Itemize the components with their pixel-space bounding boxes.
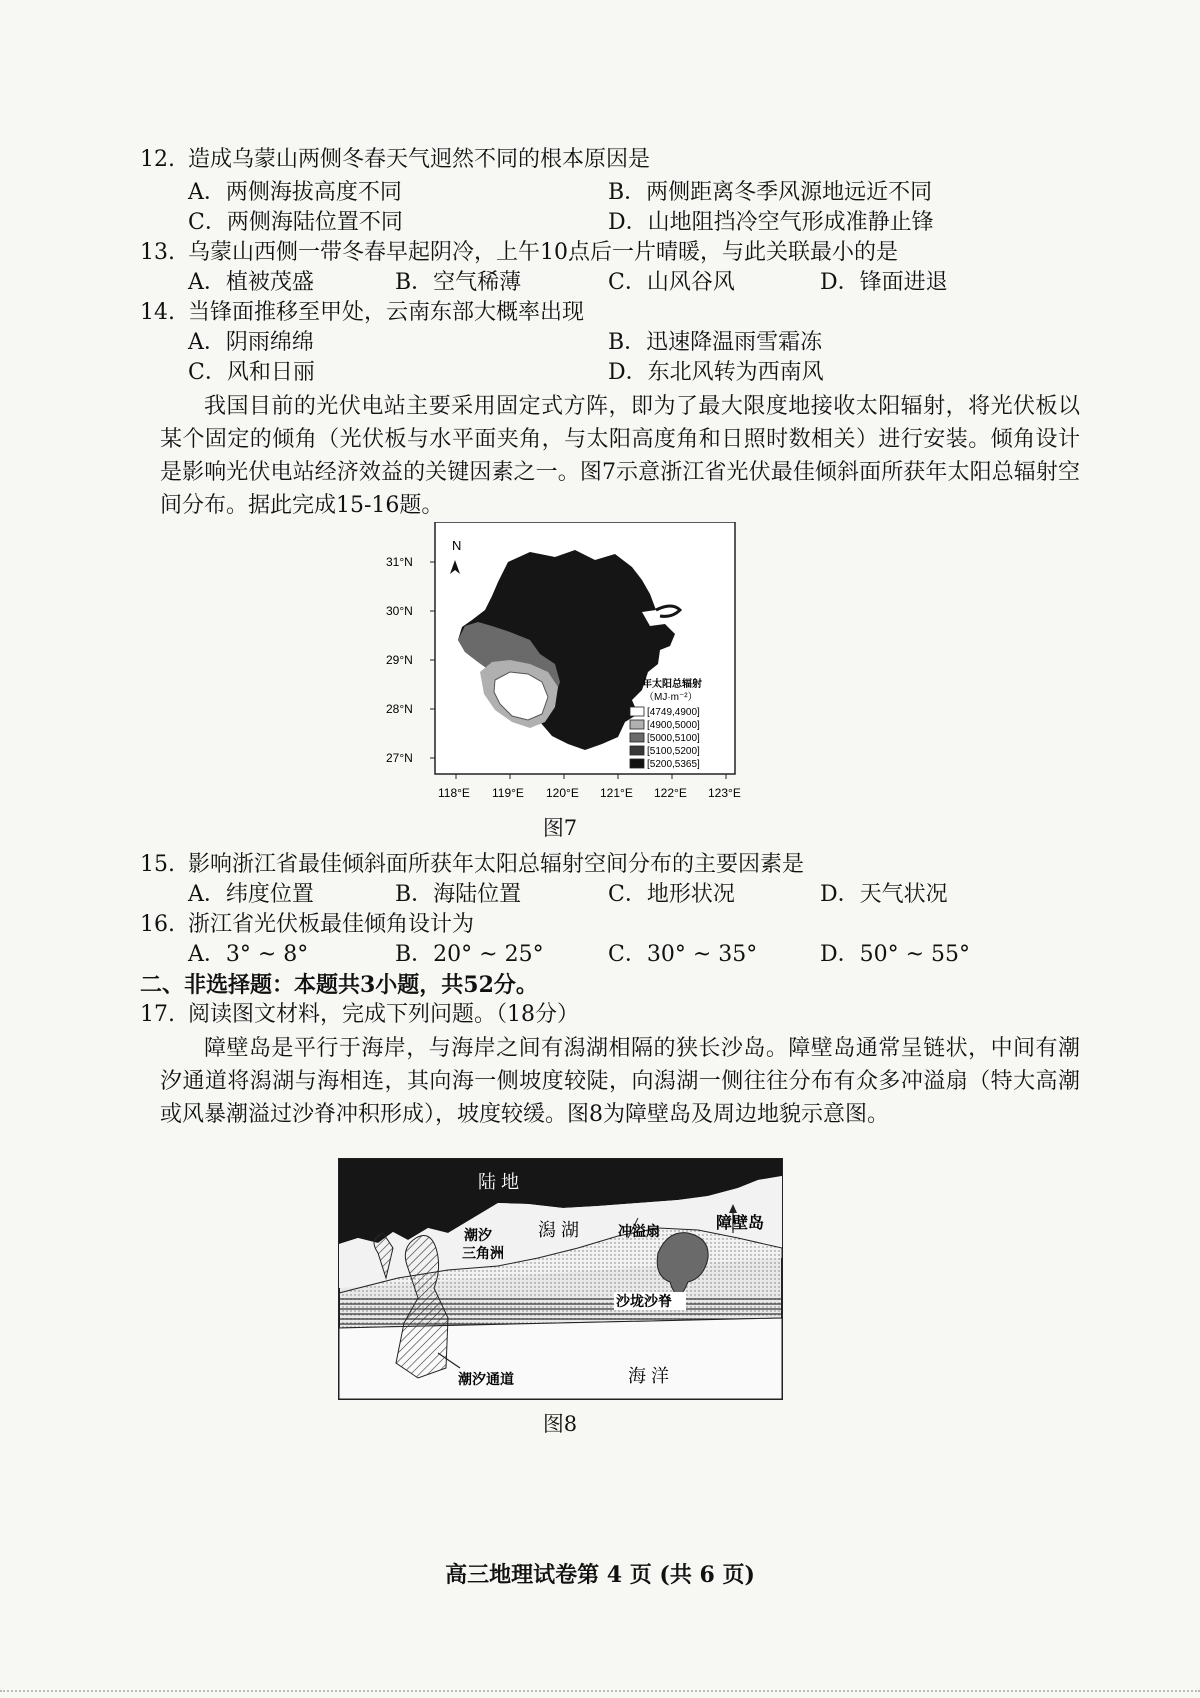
legend-label: [5200,5365] (647, 759, 700, 770)
section-heading: 二、非选择题：本题共3小题，共52分。 (140, 972, 538, 998)
option-d: D．天气状况 (820, 882, 948, 907)
option-c: C．30° ~ 35° (608, 942, 758, 967)
question-number: 14. (140, 300, 175, 325)
page-footer: 高三地理试卷第 4 页 (共 6 页) (445, 1562, 755, 1588)
legend-swatch (630, 733, 644, 742)
option-d: D．50° ~ 55° (820, 942, 971, 967)
option-c: C．风和日丽 (188, 360, 315, 385)
option-c: C．两侧海陆位置不同 (188, 210, 403, 235)
lon-label: 122°E (654, 786, 687, 800)
question-17 (140, 1000, 579, 1030)
tidal-channel-label: 潮汐通道 (458, 1371, 514, 1387)
option-b: B．空气稀薄 (395, 270, 522, 295)
option-a: A．两侧海拔高度不同 (188, 180, 402, 205)
barrier-island-label: 障壁岛 (716, 1215, 765, 1232)
option-c: C．山风谷风 (608, 270, 735, 295)
question-16 (140, 910, 474, 940)
question-number: 13. (140, 240, 175, 265)
question-stem: 浙江省光伏板最佳倾角设计为 (188, 912, 475, 937)
legend-label: [4749,4900] (647, 707, 700, 718)
tidal-delta-label: 三角洲 (462, 1245, 504, 1261)
question-number: 12. (140, 147, 175, 172)
option-a: A．植被茂盛 (188, 270, 314, 295)
legend-title: 年太阳总辐射 (642, 679, 702, 690)
lat-label: 28°N (386, 702, 413, 716)
lon-label: 121°E (600, 786, 633, 800)
legend-label: [5100,5200] (647, 746, 700, 757)
lagoon-label: 潟 湖 (538, 1220, 580, 1240)
lon-label: 120°E (546, 786, 579, 800)
question-number: 15. (140, 852, 175, 877)
sandbar-label: 沙垅沙脊 (616, 1293, 672, 1309)
option-b: B．两侧距离冬季风源地远近不同 (608, 180, 933, 205)
passage-text: 障壁岛是平行于海岸，与海岸之间有潟湖相隔的狭长沙岛。障壁岛通常呈链状，中间有潮汐通道将潟湖与海相连，其向海一侧坡度较陡，向潟湖一侧往往分布有众多冲溢扇（特大高潮或风暴潮溢过沙脊冲积形成），坡度较缓。图8为障壁岛及周边地貌示意图。 (160, 1036, 1080, 1127)
scan-edge (0, 1690, 1200, 1694)
question-stem: 造成乌蒙山两侧冬春天气迥然不同的根本原因是 (188, 147, 651, 172)
passage-text: 我国目前的光伏电站主要采用固定式方阵，即为了最大限度地接收太阳辐射，将光伏板以某个固定的倾角（光伏板与水平面夹角，与太阳高度角和日照时数相关）进行安装。倾角设计是影响光伏电站经济效益的关键因素之一。图7示意浙江省光伏最佳倾斜面所获年太阳总辐射空间分布。据此完成15-16题。 (160, 394, 1080, 518)
legend-swatch (630, 707, 644, 716)
legend-swatch (630, 746, 644, 755)
tidal-delta-label: 潮汐 (464, 1227, 492, 1243)
option-b: B．20° ~ 25° (395, 942, 544, 967)
land-label: 陆 地 (478, 1172, 520, 1192)
figure-8-caption: 图8 (542, 1412, 578, 1436)
option-d: D．东北风转为西南风 (608, 360, 824, 385)
question-number: 16. (140, 912, 175, 937)
question-number: 17. (140, 1002, 175, 1027)
washover-fan-label: 冲溢扇 (618, 1223, 660, 1239)
option-c: C．地形状况 (608, 882, 735, 907)
option-a: A．3° ~ 8° (188, 942, 309, 967)
lon-label: 119°E (492, 786, 524, 800)
option-b: B．海陆位置 (395, 882, 522, 907)
lat-label: 29°N (386, 653, 413, 667)
lat-label: 30°N (386, 604, 413, 618)
question-stem: 当锋面推移至甲处，云南东部大概率出现 (188, 300, 585, 325)
legend-swatch (630, 720, 644, 729)
question-stem: 阅读图文材料，完成下列问题。（18分） (188, 1002, 579, 1027)
figure-7-caption: 图7 (542, 816, 578, 840)
lon-label: 118°E (438, 786, 470, 800)
question-13 (140, 238, 898, 268)
lat-label: 27°N (386, 751, 413, 765)
legend-label: [4900,5000] (647, 720, 700, 731)
question-stem: 影响浙江省最佳倾斜面所获年太阳总辐射空间分布的主要因素是 (188, 852, 805, 877)
lon-label: 123°E (708, 786, 741, 800)
figure-8-diagram (338, 1158, 783, 1400)
north-label: N (452, 538, 462, 553)
option-a: A．纬度位置 (188, 882, 314, 907)
legend-swatch (630, 759, 644, 768)
lat-label: 31°N (386, 555, 413, 569)
option-d: D．锋面进退 (820, 270, 948, 295)
question-15 (140, 850, 804, 880)
option-b: B．迅速降温雨雪霜冻 (608, 330, 823, 355)
legend-label: [5000,5100] (647, 733, 700, 744)
question-14 (140, 298, 584, 328)
passage-pv (160, 390, 1080, 522)
question-stem: 乌蒙山西侧一带冬春早起阴冷，上午10点后一片晴暖，与此关联最小的是 (188, 240, 898, 265)
figure-7-map (380, 522, 750, 812)
passage-barrier (160, 1032, 1080, 1131)
option-d: D．山地阻挡冷空气形成准静止锋 (608, 210, 934, 235)
ocean-label: 海 洋 (628, 1366, 670, 1386)
legend-unit: （MJ·m⁻²） (644, 692, 698, 703)
option-a: A．阴雨绵绵 (188, 330, 314, 355)
question-12 (140, 145, 650, 175)
